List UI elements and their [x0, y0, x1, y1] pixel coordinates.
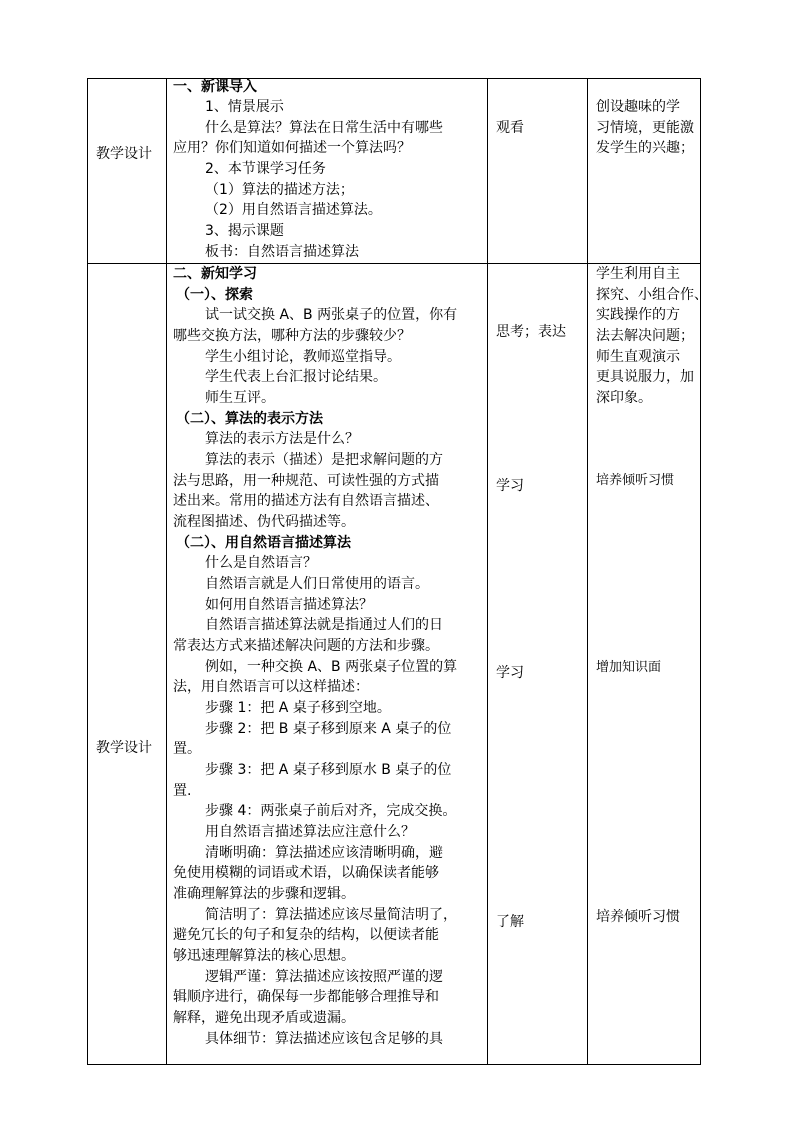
student-activity: 了解 — [496, 914, 524, 930]
content-line: 学生代表上台汇报讨论结果。 — [205, 369, 387, 385]
content-line: 算法的表示方法是什么？ — [205, 431, 359, 447]
content-line: 法，用自然语言可以这样描述： — [173, 679, 369, 695]
content-line: 述出来。常用的描述方法有自然语言描述、 — [173, 493, 439, 509]
content-line: 清晰明确：算法描述应该清晰明确，避 — [205, 845, 443, 861]
content-line: 置。 — [173, 741, 201, 757]
content-line: 用自然语言描述算法应注意什么？ — [205, 824, 415, 840]
content-line: 3、揭示课题 — [205, 223, 284, 239]
content-line: 法与思路，用一种规范、可读性强的方式描 — [173, 473, 439, 489]
student-activity: 思考；表达 — [496, 324, 566, 340]
content-line: 流程图描述、伪代码描述等。 — [173, 514, 355, 530]
student-activity: 观看 — [496, 120, 524, 136]
content-line: 够迅速理解算法的核心思想。 — [173, 948, 355, 964]
content-line: 常表达方式来描述解决问题的方法和步骤。 — [173, 638, 439, 654]
section-heading: 一、新课导入 — [173, 79, 257, 95]
content-line: 1、情景展示 — [205, 99, 284, 115]
design-intent-line: 发学生的兴趣； — [596, 140, 694, 156]
student-activity: 学习 — [496, 665, 524, 681]
design-intent-line: 更具说服力，加 — [596, 369, 694, 385]
content-line: 哪些交换方法，哪种方法的步骤较少？ — [173, 328, 411, 344]
design-intent-line: 培养倾听习惯 — [596, 909, 680, 925]
row-category: 教学设计 — [96, 740, 152, 756]
subsection-heading: （二）、算法的表示方法 — [176, 411, 323, 427]
content-line: 免使用模糊的词语或术语，以确保读者能够 — [173, 865, 439, 881]
content-line: 试一试交换 A、B 两张桌子的位置，你有 — [205, 307, 458, 323]
section-heading: 二、新知学习 — [173, 266, 257, 282]
design-intent-line: 深印象。 — [596, 390, 652, 406]
content-line: 学生小组讨论，教师巡堂指导。 — [205, 349, 401, 365]
content-line: 什么是自然语言？ — [205, 555, 317, 571]
content-line: 自然语言就是人们日常使用的语言。 — [205, 576, 429, 592]
content-line: 板书：自然语言描述算法 — [205, 244, 359, 260]
content-line: 置. — [173, 783, 192, 799]
content-line: 解释，避免出现矛盾或遗漏。 — [173, 1010, 355, 1026]
content-line: 自然语言描述算法就是指通过人们的日 — [205, 617, 443, 633]
design-intent-line: 探究、小组合作、 — [596, 287, 708, 303]
table-border-left — [87, 78, 88, 1064]
table-column-divider — [487, 78, 488, 1064]
subsection-heading: （二）、用自然语言描述算法 — [176, 535, 351, 551]
content-line: 例如，一种交换 A、B 两张桌子位置的算 — [205, 659, 458, 675]
content-line: 如何用自然语言描述算法？ — [205, 597, 373, 613]
design-intent-line: 培养倾听习惯 — [596, 473, 675, 488]
design-intent-line: 法去解决问题； — [596, 328, 694, 344]
table-column-divider — [166, 78, 167, 1064]
content-line: 步骤 4：两张桌子前后对齐，完成交换。 — [205, 803, 457, 819]
design-intent-line: 创设趣味的学 — [596, 99, 680, 115]
row-category: 教学设计 — [96, 146, 152, 162]
content-line: 具体细节：算法描述应该包含足够的具 — [205, 1031, 443, 1047]
content-line: 师生互评。 — [205, 390, 275, 406]
content-line: 步骤 3：把 A 桌子移到原水 B 桌子的位 — [205, 762, 452, 778]
content-line: 步骤 1：把 A 桌子移到空地。 — [205, 700, 391, 716]
content-line: 逻辑严谨：算法描述应该按照严谨的逻 — [205, 969, 443, 985]
design-intent-line: 师生直观演示 — [596, 349, 680, 365]
content-line: 步骤 2：把 B 桌子移到原来 A 桌子的位 — [205, 721, 452, 737]
content-line: 准确理解算法的步骤和逻辑。 — [173, 886, 355, 902]
table-border-bottom — [87, 1064, 701, 1065]
table-border-right — [700, 78, 701, 1064]
student-activity: 学习 — [496, 478, 524, 494]
content-line: 算法的表示（描述）是把求解问题的方 — [205, 452, 443, 468]
content-line: 辑顺序进行，确保每一步都能够合理推导和 — [173, 989, 439, 1005]
content-line: 2、本节课学习任务 — [205, 161, 326, 177]
content-line: （2）用自然语言描述算法。 — [205, 202, 382, 218]
content-line: 避免冗长的句子和复杂的结构，以便读者能 — [173, 927, 439, 943]
design-intent-line: 实践操作的方 — [596, 307, 680, 323]
content-line: 简洁明了：算法描述应该尽量简洁明了， — [205, 907, 457, 923]
design-intent-line: 习情境，更能激 — [596, 120, 694, 136]
content-line: 应用？你们知道如何描述一个算法吗？ — [173, 140, 411, 156]
table-column-divider — [587, 78, 588, 1064]
content-line: （1）算法的描述方法； — [205, 182, 354, 198]
content-line: 什么是算法？算法在日常生活中有哪些 — [205, 120, 443, 136]
subsection-heading: （一）、探索 — [176, 287, 253, 303]
design-intent-line: 学生利用自主 — [596, 266, 680, 282]
design-intent-line: 增加知识面 — [596, 660, 662, 675]
